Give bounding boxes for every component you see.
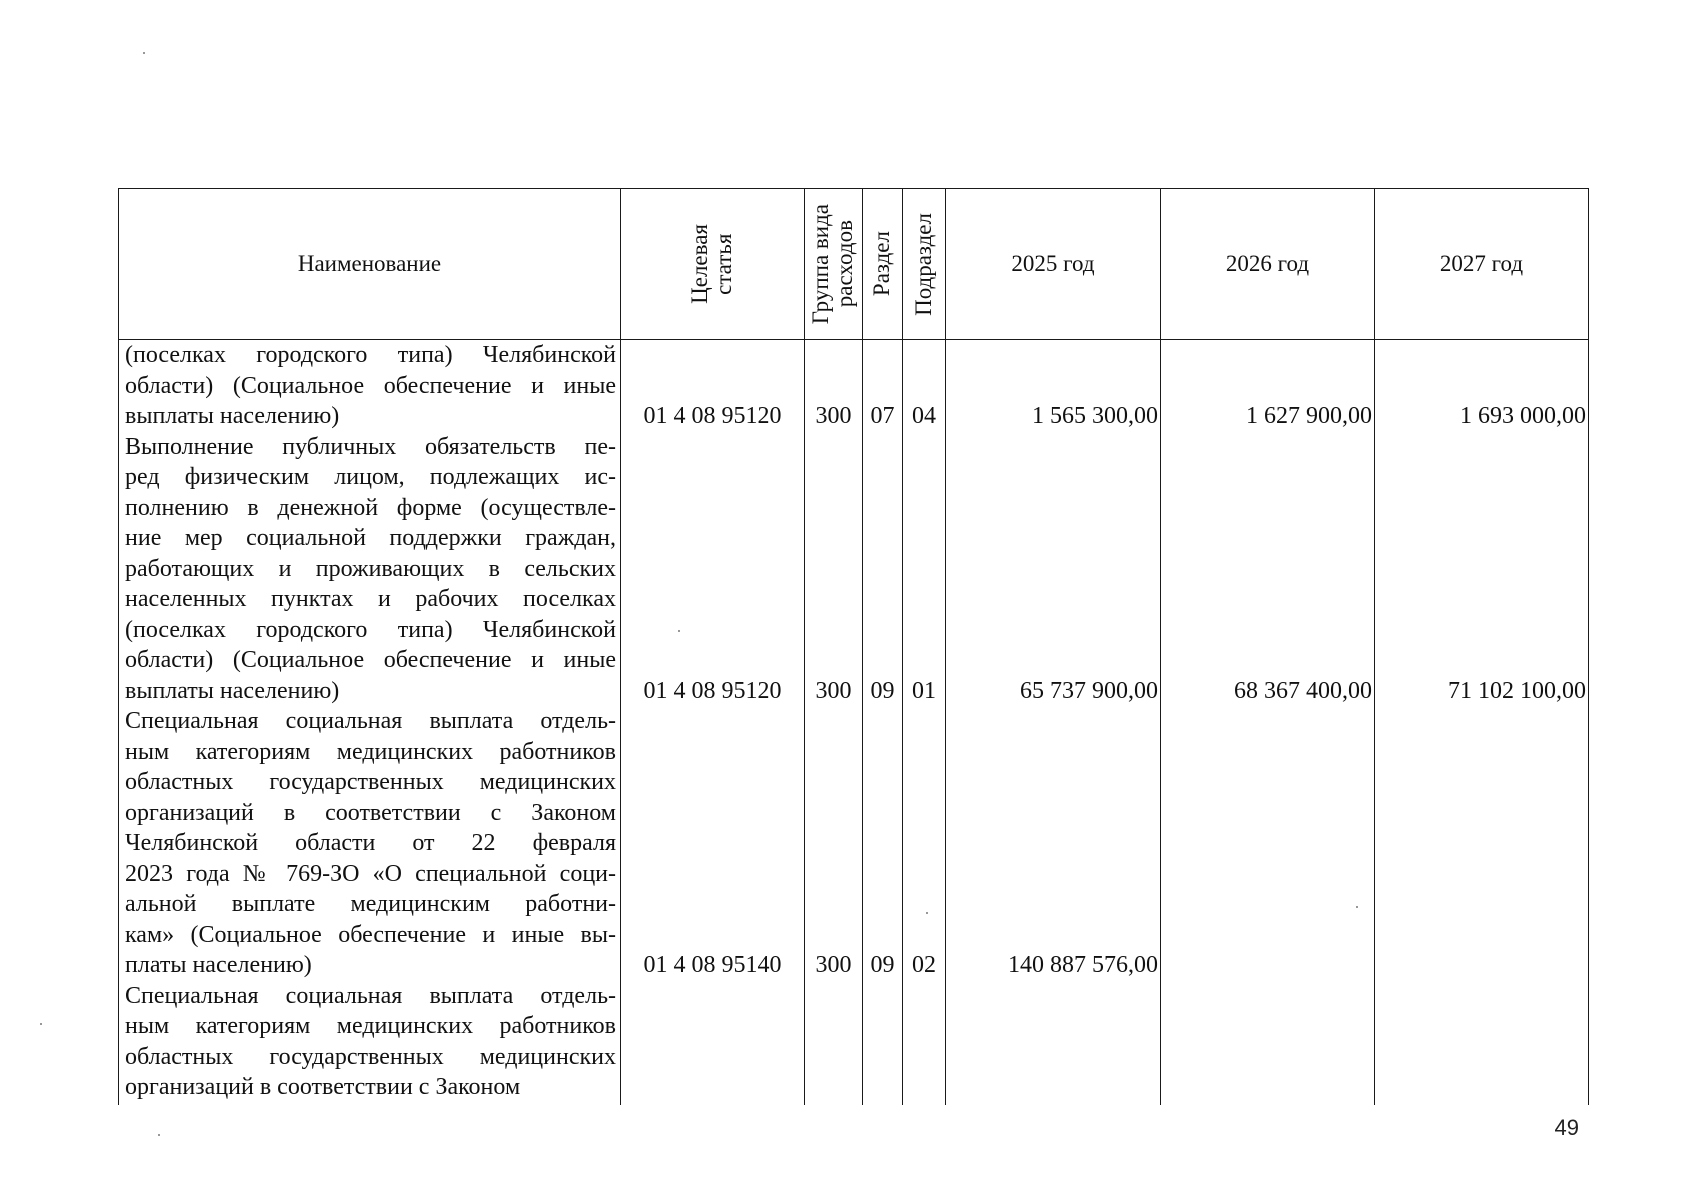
cell-section: 07	[863, 340, 903, 432]
cell-name-line: полнению в денежной форме (осуществле-	[125, 494, 616, 521]
cell-year-2025: 140 887 576,00	[946, 706, 1161, 981]
cell-year-2026	[1161, 706, 1375, 981]
cell-year-2027	[1375, 981, 1589, 1103]
scan-speck	[40, 1023, 42, 1025]
header-subsection: Подраздел	[903, 189, 946, 340]
cell-name-line: ным категориям медицинских работников	[125, 738, 616, 765]
cell-name-line: Выполнение публичных обязательств пе-	[125, 433, 616, 460]
cell-section	[863, 981, 903, 1103]
cell-name-line: области) (Социальное обеспечение и иные	[125, 647, 616, 673]
cell-year-2027	[1375, 706, 1589, 981]
table-row	[119, 432, 1589, 707]
filler-cell	[863, 1103, 903, 1105]
scan-speck	[926, 912, 928, 914]
filler-cell	[805, 1103, 863, 1105]
table-header-row	[119, 189, 1589, 340]
table-row	[119, 981, 1589, 1103]
cell-name	[119, 340, 621, 432]
cell-target-article: 01 4 08 95120	[621, 432, 805, 707]
header-section: Раздел	[863, 189, 903, 340]
cell-year-2025: 1 565 300,00	[946, 340, 1161, 432]
cell-name-line: Специальная социальная выплата отдель-	[125, 708, 616, 734]
cell-name	[119, 706, 621, 981]
table-row	[119, 706, 1589, 981]
cell-name-line: платы населению)	[125, 952, 312, 978]
cell-name-line: ние мер социальной поддержки граждан,	[125, 525, 616, 551]
cell-name-line: области) (Социальное обеспечение и иные	[125, 372, 616, 399]
cell-name-line: организаций в соответствии с Законом	[125, 1074, 521, 1100]
table-body	[119, 340, 1589, 1105]
page-number: 49	[1554, 1115, 1579, 1140]
filler-cell	[1161, 1103, 1375, 1105]
cell-name-line: Специальная социальная выплата отдель-	[125, 982, 616, 1009]
cell-name-line: кам» (Социальное обеспечение и иные вы-	[125, 921, 616, 948]
table-row	[119, 340, 1589, 432]
cell-subsection: 02	[903, 706, 946, 981]
header-year-2025: 2025 год	[946, 189, 1161, 340]
cell-name-line: ред физическим лицом, подлежащих ис-	[125, 464, 616, 490]
cell-name-line: населенных пунктах и рабочих поселках	[125, 586, 616, 612]
cell-name-line: ным категориям медицинских работников	[125, 1013, 616, 1039]
table-filler-row	[119, 1103, 1589, 1105]
cell-section: 09	[863, 706, 903, 981]
cell-expense-group	[805, 981, 863, 1103]
cell-subsection: 04	[903, 340, 946, 432]
cell-expense-group: 300	[805, 706, 863, 981]
cell-target-article	[621, 981, 805, 1103]
header-target-article: Целевая статья	[621, 189, 805, 340]
cell-name-line: (поселках городского типа) Челябинской	[125, 616, 616, 643]
cell-subsection: 01	[903, 432, 946, 707]
filler-cell	[946, 1103, 1161, 1105]
header-name: Наименование	[119, 189, 621, 340]
cell-year-2026: 1 627 900,00	[1161, 340, 1375, 432]
cell-name	[119, 432, 621, 707]
cell-section: 09	[863, 432, 903, 707]
cell-year-2026	[1161, 981, 1375, 1103]
filler-cell	[621, 1103, 805, 1105]
scan-speck	[678, 630, 680, 632]
cell-name-line: работающих и проживающих в сельских	[125, 555, 616, 582]
cell-name-line: альной выплате медицинским работни-	[125, 891, 616, 917]
cell-year-2025: 65 737 900,00	[946, 432, 1161, 707]
scan-speck	[158, 1134, 160, 1136]
cell-expense-group: 300	[805, 340, 863, 432]
cell-year-2027: 1 693 000,00	[1375, 340, 1589, 432]
cell-target-article: 01 4 08 95120	[621, 340, 805, 432]
cell-year-2025	[946, 981, 1161, 1103]
cell-subsection	[903, 981, 946, 1103]
cell-target-article: 01 4 08 95140	[621, 706, 805, 981]
header-year-2026: 2026 год	[1161, 189, 1375, 340]
cell-name-line: Челябинской области от 22 февраля	[125, 830, 616, 856]
cell-year-2027: 71 102 100,00	[1375, 432, 1589, 707]
budget-table	[118, 188, 1589, 1105]
scan-speck	[1356, 906, 1358, 908]
cell-name-line: областных государственных медицинских	[125, 769, 616, 795]
filler-cell	[119, 1103, 621, 1105]
cell-year-2026: 68 367 400,00	[1161, 432, 1375, 707]
filler-cell	[1375, 1103, 1589, 1105]
cell-name-line: выплаты населению)	[125, 677, 340, 704]
cell-name	[119, 981, 621, 1103]
cell-name-line: (поселках городского типа) Челябинской	[125, 342, 616, 368]
cell-name-line: 2023 года № 769-ЗО «О специальной соци-	[125, 860, 616, 887]
header-year-2027: 2027 год	[1375, 189, 1589, 340]
cell-name-line: организаций в соответствии с Законом	[125, 799, 616, 826]
filler-cell	[903, 1103, 946, 1105]
cell-name-line: областных государственных медицинских	[125, 1043, 616, 1070]
header-expense-group: Группа вида расходов	[805, 189, 863, 340]
cell-expense-group: 300	[805, 432, 863, 707]
scan-speck	[143, 52, 145, 54]
cell-name-line: выплаты населению)	[125, 403, 340, 429]
